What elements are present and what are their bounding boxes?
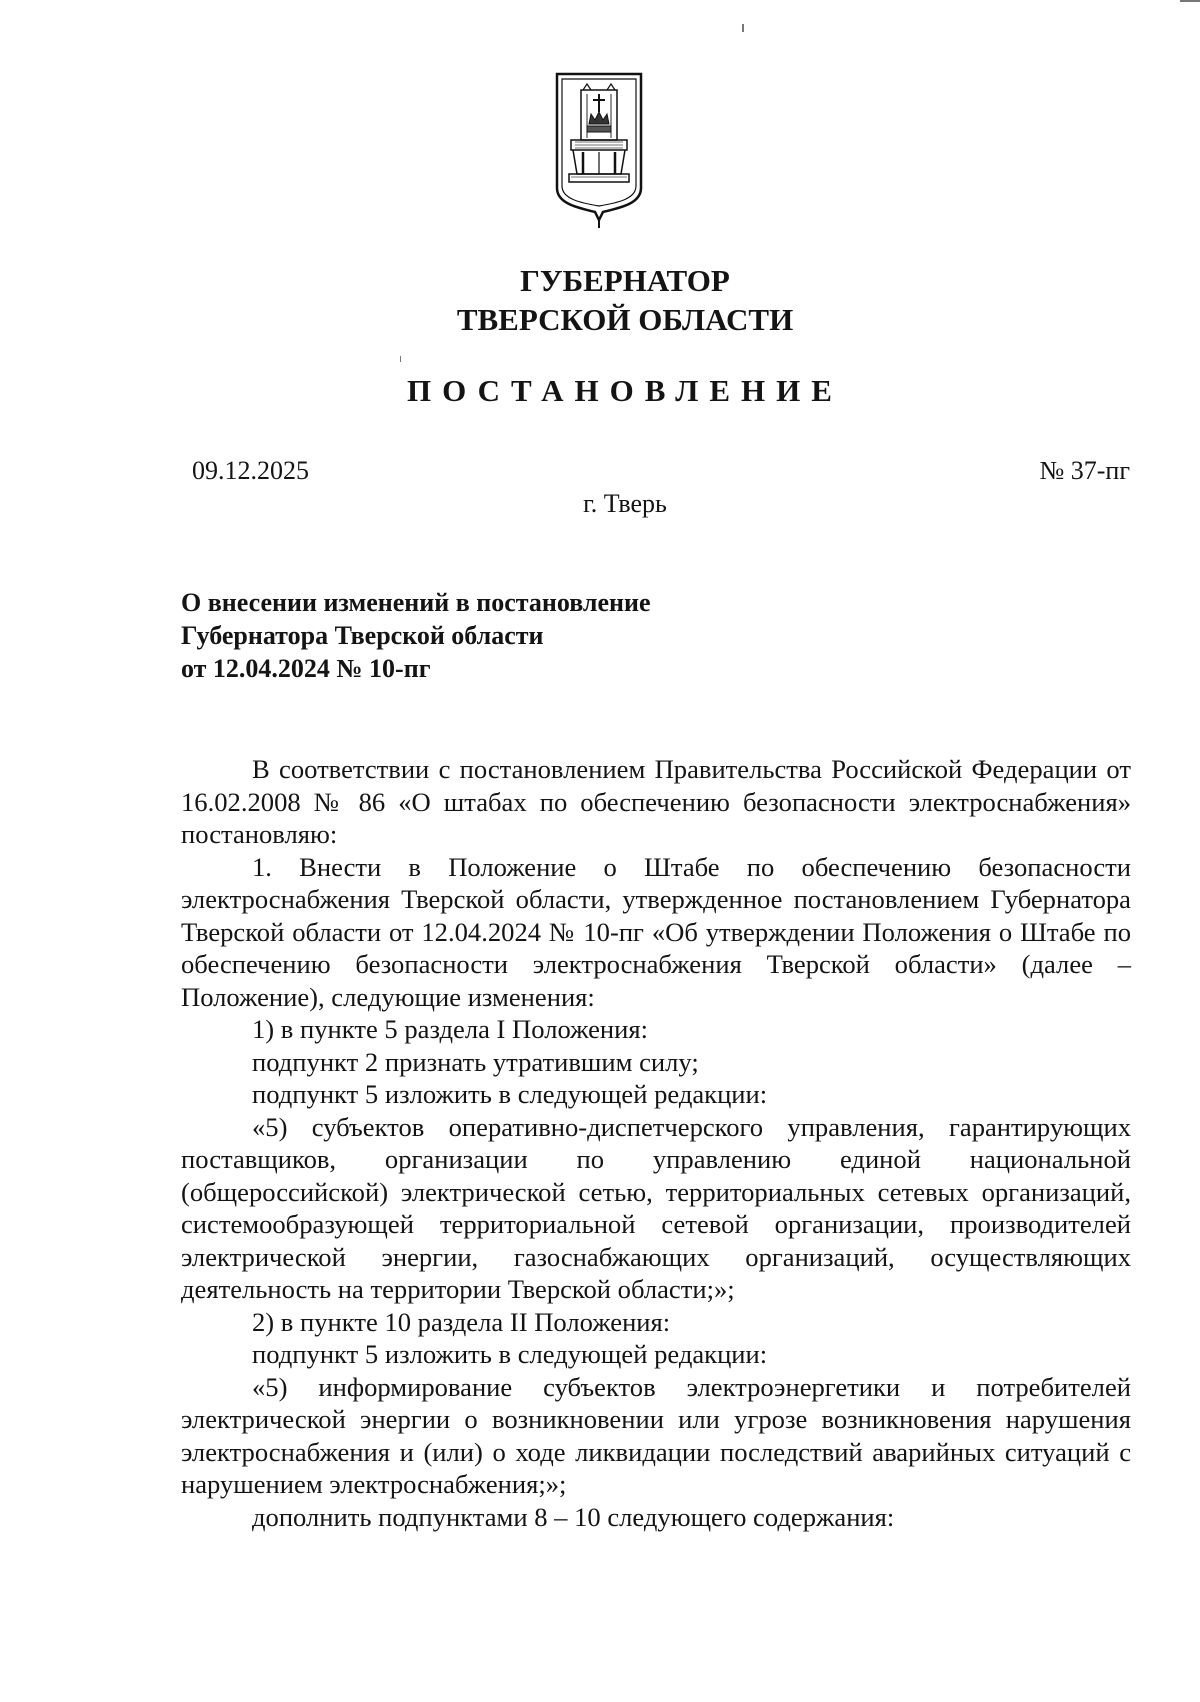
body-paragraph: 2) в пункте 10 раздела II Положения: <box>252 1306 671 1337</box>
authority-title-line1: ГУБЕРНАТОР <box>520 263 730 298</box>
body-paragraph: «5) субъектов оперативно-диспетчерского управления, гарантирующих поставщиков, организации по управлению единой национальной (общероссийской) электрической сетью, территориальных сетевых организаций, системообразующей территориальной сетевой организации, производителей электрической энергии, газоснабжающих организаций, осуществляющих деятельность на территории Тверской области;»; <box>181 1111 1131 1304</box>
scan-speck <box>742 24 744 32</box>
document-date: 09.12.2025 <box>192 456 309 485</box>
subject-line2: Губернатора Тверской области <box>181 621 544 650</box>
subject-line3: от 12.04.2024 № 10-пг <box>181 654 431 683</box>
document-subject <box>181 586 651 685</box>
subject-line1: О внесении изменений в постановление <box>181 588 651 617</box>
document-place: г. Тверь <box>583 489 667 518</box>
document-type-title: ПОСТАНОВЛЕНИЕ <box>407 373 843 408</box>
body-paragraph: В соответствии с постановлением Правительства Российской Федерации от 16.02.2008 № 86 «О штабах по обеспечению безопасности электроснабжения» постановляю: <box>181 754 1131 849</box>
body-paragraph: подпункт 5 изложить в следующей редакции: <box>252 1079 768 1109</box>
body-paragraph: 1. Внести в Положение о Штабе по обеспечению безопасности электроснабжения Тверской области, утвержденное постановлением Губернатора Тверской области от 12.04.2024 № 10-пг «Об утверждении Положения о Штабе по обеспечению безопасности электроснабжения Тверской области» (далее – Положение), следующие изменения: <box>181 851 1131 1012</box>
document-number: № 37-пг <box>1039 456 1130 485</box>
authority-title-line2: ТВЕРСКОЙ ОБЛАСТИ <box>456 302 794 337</box>
body-paragraph: подпункт 2 признать утратившим силу; <box>252 1046 699 1077</box>
body-paragraph: 1) в пункте 5 раздела I Положения: <box>252 1014 649 1044</box>
body-paragraph: подпункт 5 изложить в следующей редакции: <box>252 1339 768 1369</box>
document-body <box>181 753 1131 1533</box>
body-paragraph: дополнить подпунктами 8 – 10 следующего содержания: <box>252 1501 895 1532</box>
tver-coat-of-arms-icon <box>553 70 645 230</box>
scan-speck <box>1180 0 1200 2</box>
body-paragraph: «5) информирование субъектов электроэнергетики и потребителей электрической энергии о возникновении или угрозе возникновения нарушения электроснабжения и (или) о ходе ликвидации последствий аварийных ситуаций с нарушением электроснабжения;»; <box>181 1371 1131 1499</box>
scan-speck <box>400 356 401 362</box>
